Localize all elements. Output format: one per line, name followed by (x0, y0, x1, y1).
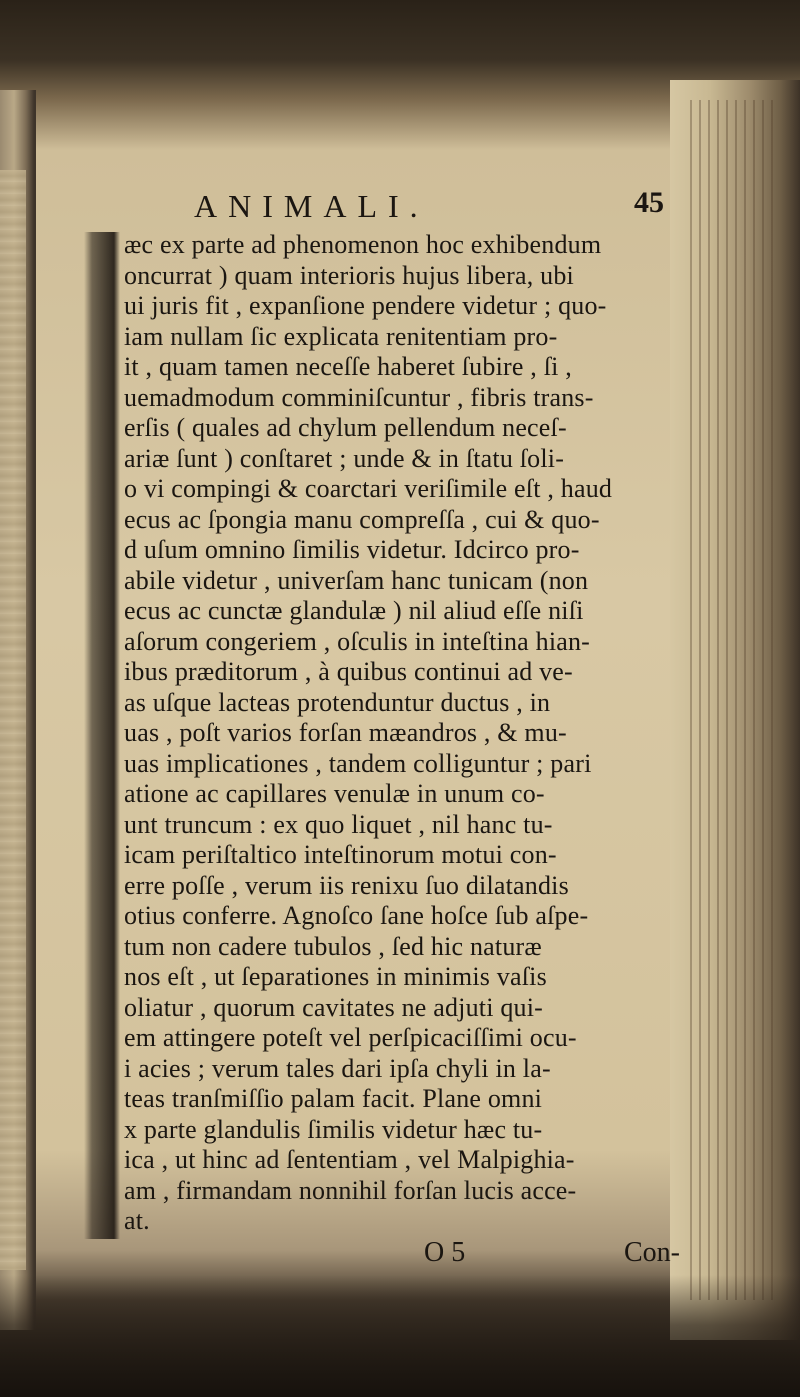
text-line: uemadmodum comminiſcuntur , fibris trans- (124, 382, 594, 412)
text-line: uas , poſt varios forſan mæandros , & mu- (124, 718, 567, 747)
text-line: as uſque lacteas protenduntur ductus , in (124, 687, 551, 717)
text-line: teas tranſmiſſio palam facit. Plane omni (124, 1084, 543, 1113)
text-line: oncurrat ) quam interioris hujus libera, ubi (124, 260, 574, 290)
text-line: oliatur , quorum cavitates ne adjuti qui- (124, 992, 544, 1022)
footer-row (34, 1236, 680, 1273)
page-text-block (34, 180, 680, 1273)
text-line: ecus ac cunctæ glandulæ ) nil aliud eſſe niſi (124, 596, 584, 625)
running-title: ANIMALI. (194, 188, 429, 224)
text-line: ui juris fit , expanſione pendere videtur ; quo- (124, 291, 607, 320)
text-line: nos eſt , ut ſeparationes in minimis vaſis (124, 962, 547, 991)
page-header (34, 180, 664, 230)
catchword: Con- (624, 1236, 680, 1268)
text-line: erſis ( quales ad chylum pellendum neceſ- (124, 413, 567, 442)
page-number: 45 (634, 186, 664, 219)
text-line: unt truncum : ex quo liquet , nil hanc tu- (124, 809, 553, 839)
text-line: icam periſtaltico inteſtinorum motui con- (124, 840, 557, 869)
text-line: am , firmandam nonnihil forſan lucis acce- (124, 1175, 577, 1205)
text-line: x parte glandulis ſimilis videtur hæc tu- (124, 1114, 543, 1144)
text-line: erre poſſe , verum iis renixu ſuo dilatandis (124, 870, 569, 900)
text-line: uas implicationes , tandem colliguntur ; pari (124, 748, 592, 778)
binding-strip (0, 170, 26, 1270)
text-line: o vi compingi & coarctari veriſimile eſt , haud (124, 474, 613, 503)
text-line: ariæ ſunt ) conſtaret ; unde & in ſtatu ſoli- (124, 443, 565, 473)
text-line: em attingere poteſt vel perſpicaciſſimi ocu- (124, 1023, 577, 1052)
bottom-shadow (0, 1275, 800, 1397)
text-line: otius conferre. Agnoſco ſane hoſce ſub aſpe- (124, 901, 589, 930)
signature-mark: O 5 (424, 1236, 466, 1268)
text-line: æc ex parte ad phenomenon hoc exhibendum (124, 230, 602, 259)
text-line: ecus ac ſpongia manu compreſſa , cui & quo- (124, 504, 600, 534)
text-line: iam nullam ſic explicata renitentiam pro- (124, 321, 558, 351)
text-line: atione ac capillares venulæ in unum co- (124, 779, 545, 808)
text-line: tum non cadere tubulos , ſed hic naturæ (124, 931, 542, 961)
text-line: ibus præditorum , à quibus continui ad ve- (124, 657, 573, 686)
text-line: aſorum congeriem , oſculis in inteſtina hian- (124, 626, 591, 656)
text-line: i acies ; verum tales dari ipſa chyli in la- (124, 1053, 551, 1083)
page-edge-texture (690, 100, 780, 1300)
text-lines (34, 230, 664, 1237)
text-line: ica , ut hinc ad ſententiam , vel Malpighia- (124, 1145, 575, 1174)
text-line: d uſum omnino ſimilis videtur. Idcirco pro- (124, 535, 580, 564)
text-line: it , quam tamen neceſſe haberet ſubire , ſi , (124, 352, 572, 381)
text-line: at. (124, 1206, 150, 1235)
text-line: abile videtur , univerſam hanc tunicam (non (124, 565, 589, 595)
